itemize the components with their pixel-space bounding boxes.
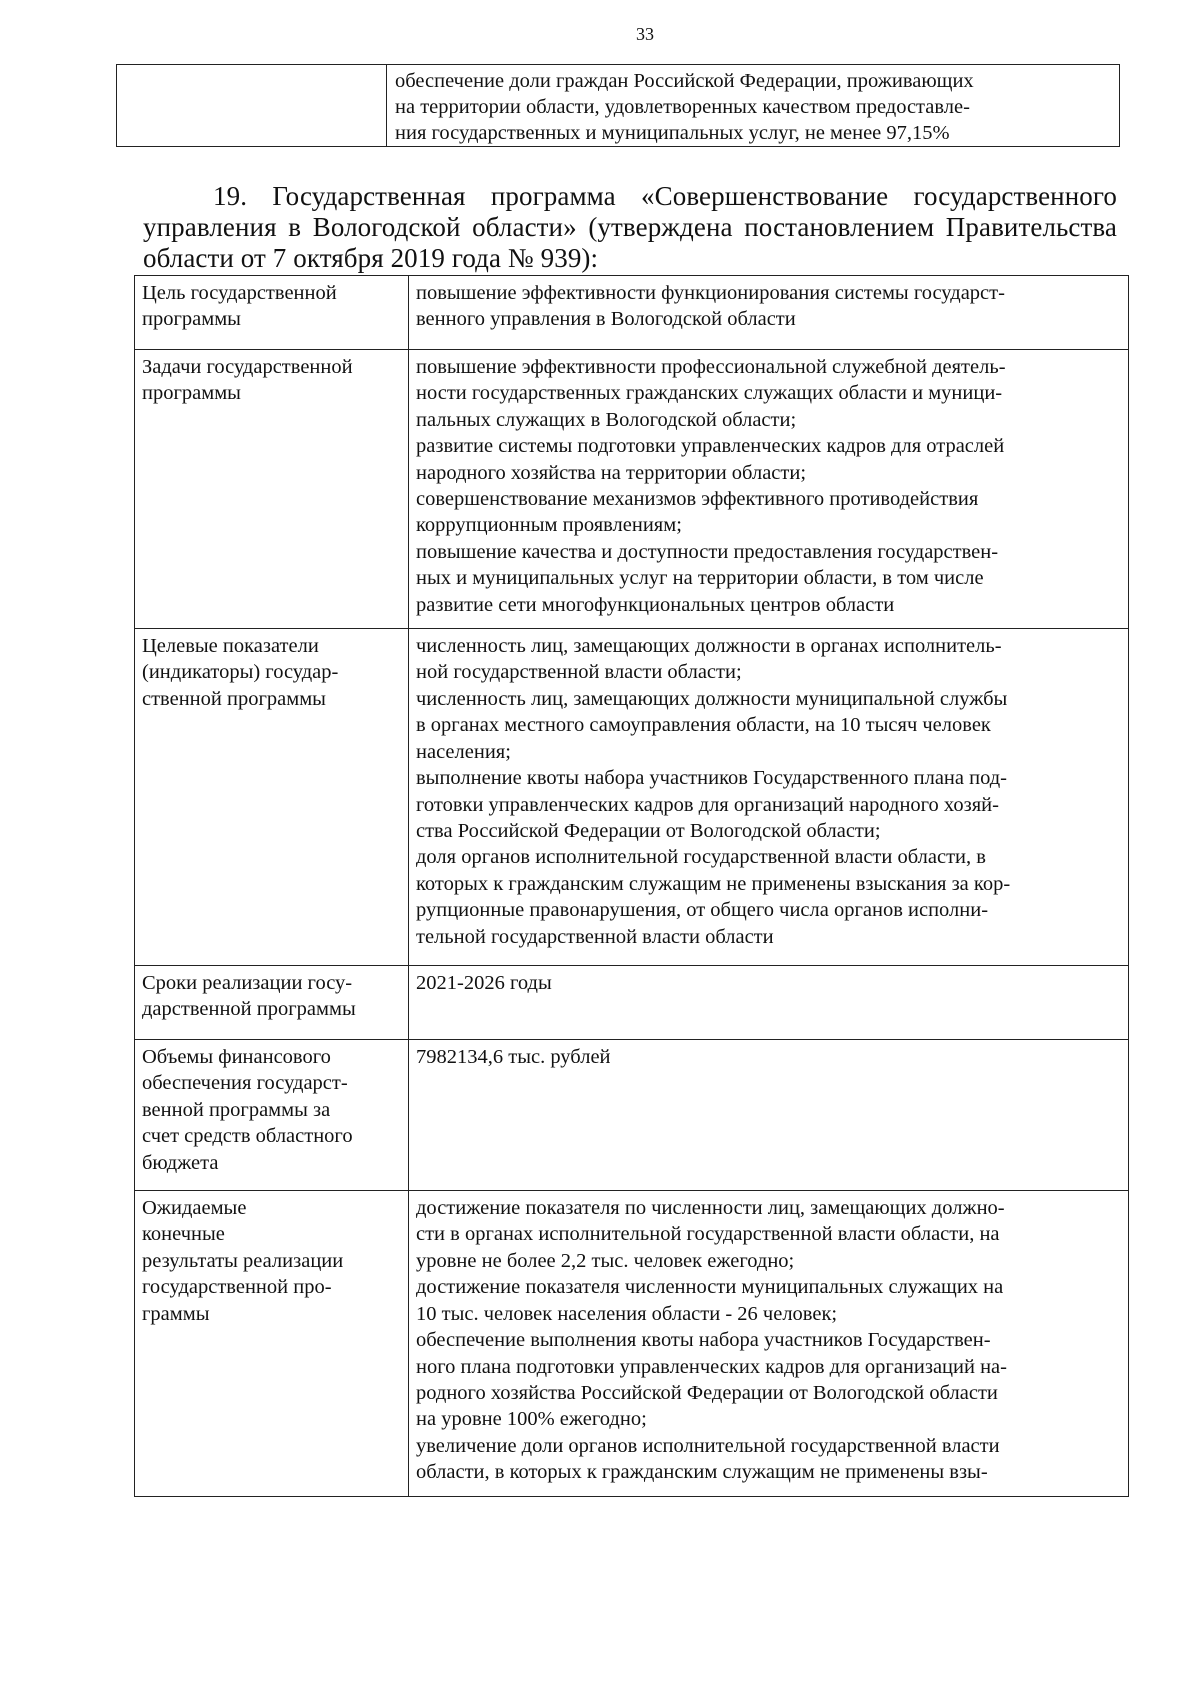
text-line: обеспечение доли граждан Российской Федерации, проживающих bbox=[395, 70, 974, 92]
table-row bbox=[135, 966, 1129, 1040]
row-content-cell bbox=[409, 276, 1129, 350]
row-content-cell bbox=[409, 966, 1129, 1040]
row-label-cell bbox=[135, 276, 409, 350]
content-line: населения; bbox=[416, 740, 511, 763]
content-line: венного управления в Вологодской области bbox=[416, 308, 796, 331]
content-line: развитие системы подготовки управленческих кадров для отраслей bbox=[416, 435, 1005, 458]
content-line: готовки управленческих кадров для организаций народного хозяй- bbox=[416, 793, 999, 816]
content-line: на уровне 100% ежегодно; bbox=[416, 1408, 647, 1431]
row-content-cell bbox=[409, 629, 1129, 966]
content-line: совершенствование механизмов эффективного противодействия bbox=[416, 488, 979, 511]
content-line: в органах местного самоуправления области, на 10 тысяч человек bbox=[416, 714, 991, 737]
table-row bbox=[135, 629, 1129, 966]
continuation-table bbox=[116, 64, 1120, 147]
label-line: результаты реализации bbox=[142, 1249, 344, 1272]
page-number: 33 bbox=[636, 24, 654, 44]
label-line: конечные bbox=[142, 1223, 225, 1246]
row-label-cell bbox=[135, 1191, 409, 1496]
content-line: народного хозяйства на территории области; bbox=[416, 461, 807, 484]
label-line: Цель государственной bbox=[142, 282, 337, 304]
label-line: (индикаторы) государ- bbox=[142, 661, 339, 684]
label-line: программы bbox=[142, 308, 241, 331]
table-cell-content bbox=[387, 65, 1120, 147]
content-line: ности государственных гражданских служащих области и муници- bbox=[416, 382, 1003, 405]
row-content-cell bbox=[409, 350, 1129, 629]
table-row bbox=[135, 350, 1129, 629]
content-line: увеличение доли органов исполнительной государственной власти bbox=[416, 1434, 1000, 1457]
content-line: ного плана подготовки управленческих кадров для организаций на- bbox=[416, 1355, 1007, 1378]
content-line: тельной государственной власти области bbox=[416, 925, 774, 948]
row-content-cell bbox=[409, 1191, 1129, 1496]
label-line: граммы bbox=[142, 1302, 210, 1325]
content-line: сти в органах исполнительной государственной власти области, на bbox=[416, 1223, 1000, 1246]
content-line: области, в которых к гражданским служащим не применены взы- bbox=[416, 1461, 988, 1484]
label-line: бюджета bbox=[142, 1151, 219, 1174]
content-line: ных и муниципальных услуг на территории области, в том числе bbox=[416, 567, 984, 590]
content-line: 10 тыс. человек населения области - 26 человек; bbox=[416, 1302, 838, 1325]
content-line: коррупционным проявлениям; bbox=[416, 514, 682, 537]
label-line: венной программы за bbox=[142, 1098, 331, 1121]
content-line: 2021-2026 годы bbox=[416, 972, 552, 995]
label-line: обеспечения государст- bbox=[142, 1072, 348, 1095]
row-label-cell bbox=[135, 966, 409, 1040]
label-line: Задачи государственной bbox=[142, 356, 353, 378]
content-line: развитие сети многофункциональных центров области bbox=[416, 593, 895, 616]
row-label-cell bbox=[135, 350, 409, 629]
content-line: обеспечение выполнения квоты набора участников Государствен- bbox=[416, 1329, 991, 1352]
content-line: повышение эффективности профессиональной служебной деятель- bbox=[416, 356, 1006, 378]
content-line: численность лиц, замещающих должности в органах исполнитель- bbox=[416, 635, 1002, 658]
content-line: повышение эффективности функционирования системы государст- bbox=[416, 282, 1005, 304]
content-line: выполнение квоты набора участников Государственного плана под- bbox=[416, 767, 1007, 790]
content-line: достижение показателя по численности лиц, замещающих должно- bbox=[416, 1197, 1005, 1220]
table-row bbox=[135, 276, 1129, 350]
row-label-cell bbox=[135, 1040, 409, 1191]
table-row bbox=[135, 1040, 1129, 1191]
label-line: государственной про- bbox=[142, 1276, 332, 1299]
row-content-cell bbox=[409, 1040, 1129, 1191]
content-line: которых к гражданским служащим не применены взыскания за кор- bbox=[416, 872, 1011, 895]
label-line: дарственной программы bbox=[142, 998, 356, 1021]
table-row bbox=[135, 1191, 1129, 1496]
label-line: ственной программы bbox=[142, 687, 326, 710]
table-cell-empty bbox=[117, 65, 387, 147]
content-line: повышение качества и доступности предоставления государствен- bbox=[416, 540, 999, 563]
content-line: доля органов исполнительной государственной власти области, в bbox=[416, 846, 986, 869]
content-line: ства Российской Федерации от Вологодской области; bbox=[416, 819, 881, 842]
label-line: Целевые показатели bbox=[142, 635, 319, 658]
content-line: пальных служащих в Вологодской области; bbox=[416, 408, 797, 431]
content-line: рупционные правонарушения, от общего числа органов исполни- bbox=[416, 899, 989, 922]
content-line: 7982134,6 тыс. рублей bbox=[416, 1046, 611, 1069]
passport-body bbox=[135, 276, 1129, 1497]
section-title: 19. Государственная программа «Совершенствование государственного управления в Вологодской области» (утверждена постановлением Правительства области от 7 октября 2019 года № 939): bbox=[143, 181, 1117, 273]
label-line: Ожидаемые bbox=[142, 1197, 247, 1220]
content-line: уровне не более 2,2 тыс. человек ежегодно; bbox=[416, 1249, 795, 1272]
table-row bbox=[117, 65, 1120, 147]
content-line: родного хозяйства Российской Федерации от Вологодской области bbox=[416, 1381, 998, 1404]
label-line: счет средств областного bbox=[142, 1125, 353, 1148]
text-line: ния государственных и муниципальных услуг, не менее 97,15% bbox=[395, 122, 950, 144]
label-line: Сроки реализации госу- bbox=[142, 972, 353, 995]
content-line: достижение показателя численности муниципальных служащих на bbox=[416, 1276, 1004, 1299]
program-passport-table bbox=[134, 275, 1129, 1497]
text-line: на территории области, удовлетворенных качеством предоставле- bbox=[395, 96, 970, 118]
row-label-cell bbox=[135, 629, 409, 966]
label-line: Объемы финансового bbox=[142, 1046, 331, 1069]
content-line: численность лиц, замещающих должности муниципальной службы bbox=[416, 687, 1008, 710]
label-line: программы bbox=[142, 382, 241, 405]
content-line: ной государственной власти области; bbox=[416, 661, 742, 684]
